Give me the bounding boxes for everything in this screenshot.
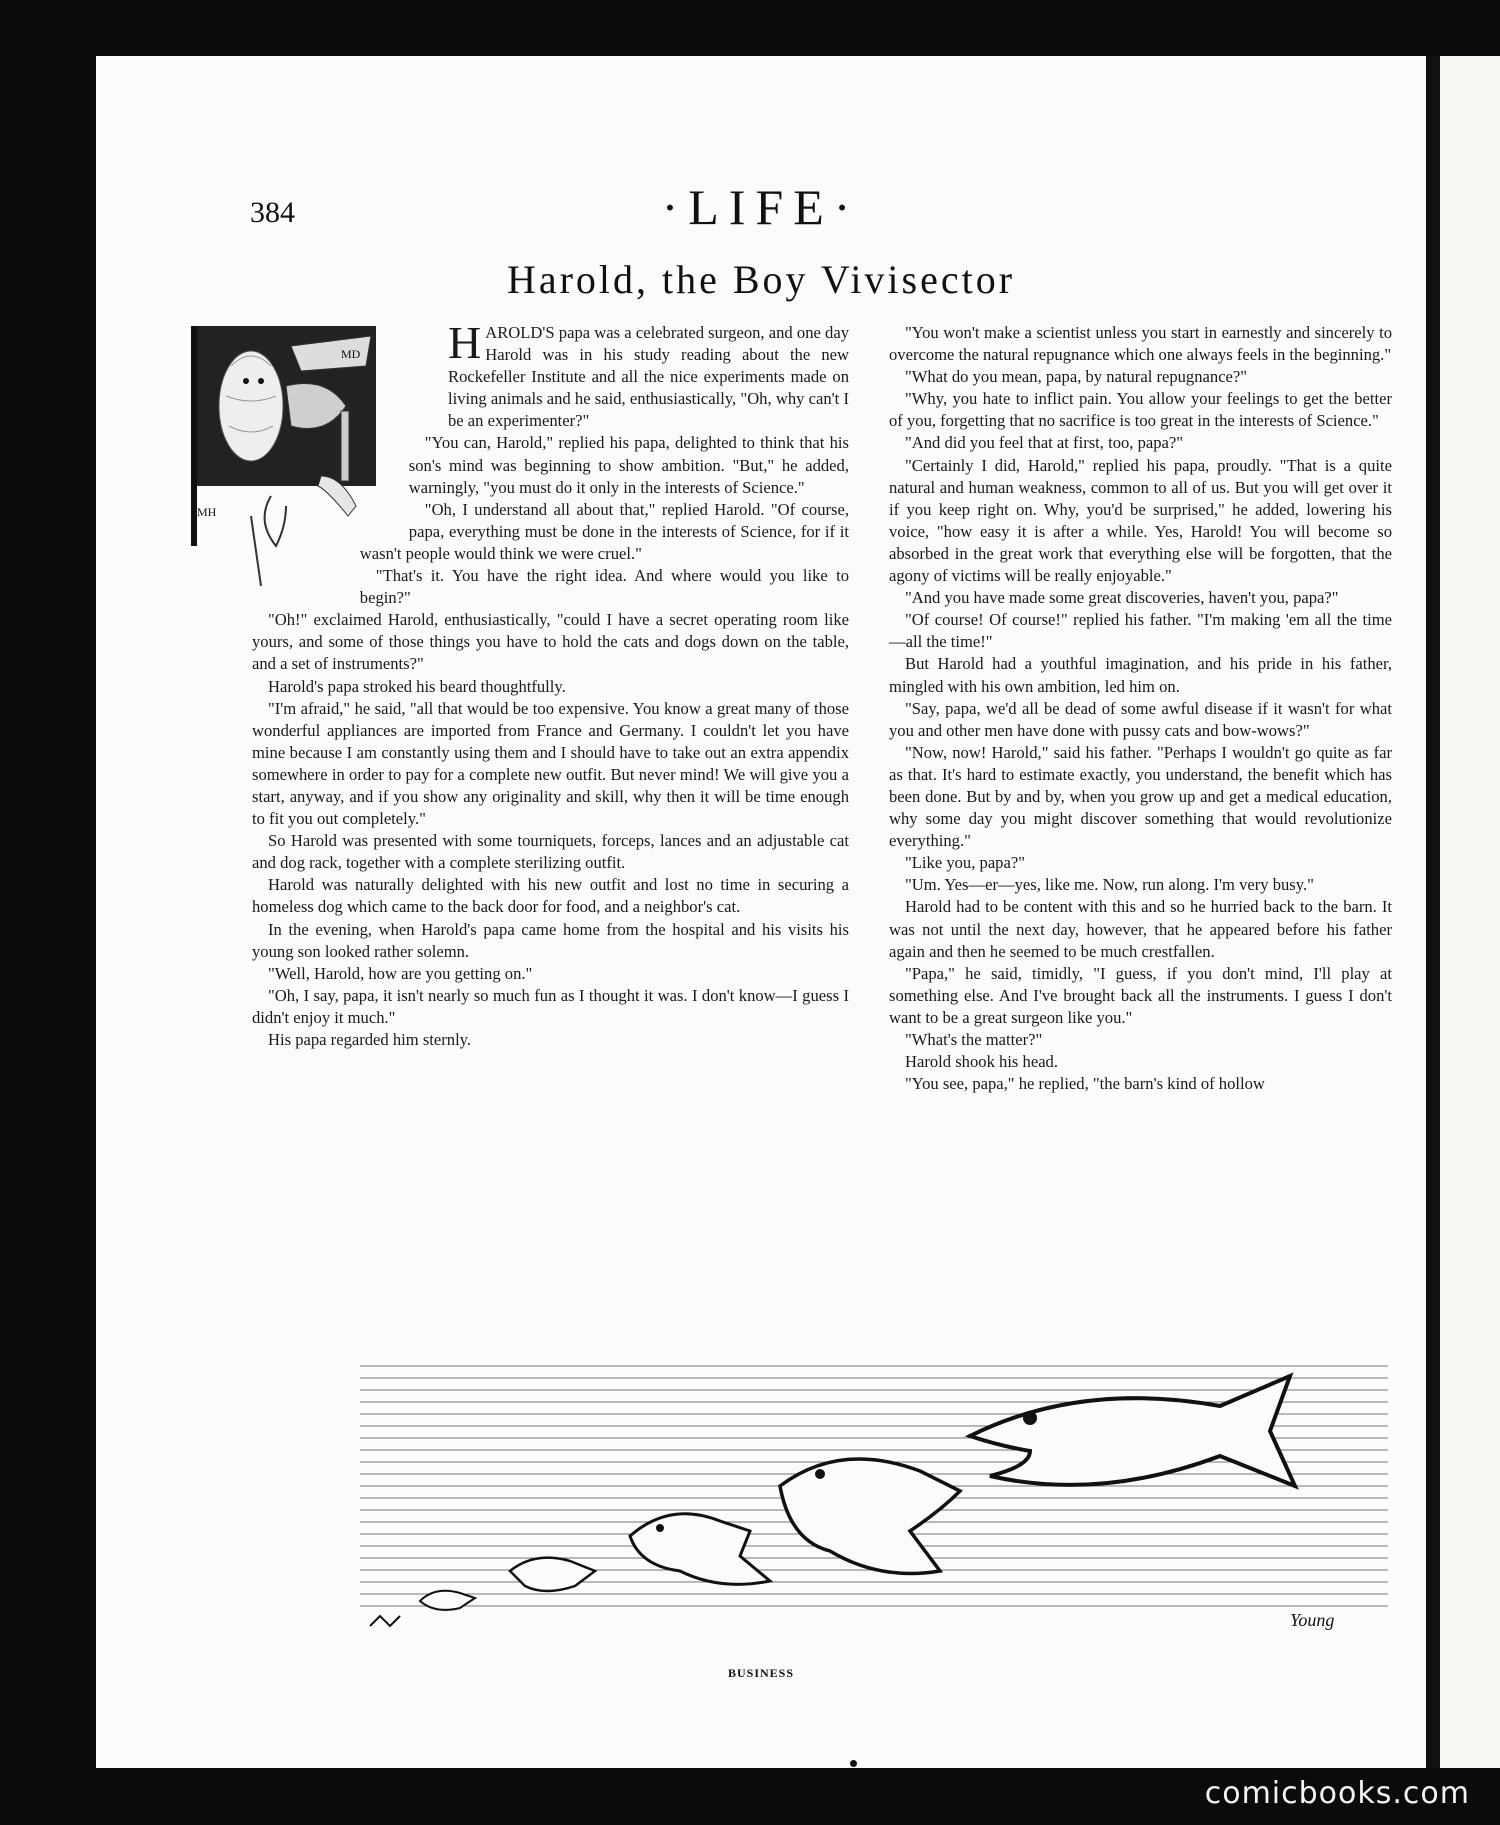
small-fish	[630, 1514, 770, 1585]
paragraph: "What do you mean, papa, by natural repugnance?"	[905, 367, 1248, 387]
paragraph: "Oh, I say, papa, it isn't nearly so much fun as I thought it was. I don't know—I guess I didn't enjoy it much."	[252, 985, 849, 1027]
article-title: Harold, the Boy Vivisector	[506, 257, 1016, 302]
paragraph: Harold had to be content with this and so he hurried back to the barn. It was not until the next day, however, that he appeared before his father again and then he seemed to be much crestfallen.	[889, 897, 1392, 961]
paragraph: But Harold had a youthful imagination, and his pride in his father, mingled with his own ambition, led him on.	[889, 654, 1392, 696]
paragraph: Harold was naturally delighted with his new outfit and lost no time in securing a homeless dog which came to the back door for food, and a neighbor's cat.	[252, 875, 849, 917]
paragraph: "Of course! Of course!" replied his father. "I'm making 'em all the time—all the time!"	[889, 610, 1392, 652]
md-label: MD	[341, 347, 361, 361]
right-column	[889, 322, 1392, 1095]
paragraph: "Well, Harold, how are you getting on."	[268, 963, 533, 983]
paragraph: "Certainly I did, Harold," replied his papa, proudly. "That is a quite natural and human weakness, common to all of us. But you will get over it if you keep right on. Why, you'd be surprised," he added, lowering his voice, "how easy it is after a while. Yes, Harold! You will become so absorbed in the great work that everything else will be forgotten, that the agony of victims will be really enjoyable."	[889, 455, 1392, 586]
masthead: ·LIFE·	[661, 179, 861, 235]
paragraph: HAROLD'S papa was a celebrated surgeon, and one day Harold was in his study reading about the new Rockefeller Institute and all the nice experiments made on living animals and he said, enthusiastically, "Oh, why can't I be an experimenter?"	[448, 317, 849, 431]
paragraph: His papa regarded him sternly.	[268, 1030, 472, 1049]
paragraph: So Harold was presented with some tourniquets, forceps, lances and an adjustable cat and dog rack, together with a complete sterilizing outfit.	[252, 831, 849, 873]
paragraph: "Now, now! Harold," said his father. "Perhaps I wouldn't go quite as far as that. It's hard to estimate exactly, you understand, the benefit which has been done. But by and by, when you grow up and get a medical education, why some day you might discover something that would revolutionize everything."	[889, 742, 1392, 851]
paragraph: "And you have made some great discoveries, haven't you, papa?"	[905, 588, 1339, 608]
next-page-edge	[1440, 56, 1500, 1768]
paragraph: "Um. Yes—er—yes, like me. Now, run along. I'm very busy."	[905, 875, 1314, 895]
page-gutter	[1426, 56, 1440, 1768]
fish-cartoon-illustration	[360, 1356, 1388, 1646]
paragraph: "You can, Harold," replied his papa, delighted to think that his son's mind was beginning to show ambition. "But," he added, warningly, "you must do it only in the interests of Science."	[408, 433, 849, 497]
paragraph: "I'm afraid," he said, "all that would be too expensive. You know a great many of those wonderful appliances are imported from France and Germany. I couldn't let you have mine because I am constantly using them and I should have to take out an extra appendix somewhere in order to pay for a complete new outfit. But never mind! We will give you a start, anyway, and if you show any originality and skill, why then it will be time enough to fit you out completely."	[252, 698, 849, 829]
paragraph: "And did you feel that at first, too, papa?"	[905, 433, 1184, 453]
large-fish	[970, 1376, 1295, 1486]
paragraph: "Oh!" exclaimed Harold, enthusiastically, "could I have a secret operating room like yours, and some of those things you have to hold the cats and dogs down on the table, and a set of instruments?"	[252, 610, 849, 674]
paragraph: "That's it. You have the right idea. And where would you like to begin?"	[359, 566, 849, 608]
medium-fish	[780, 1459, 960, 1574]
paragraph: "You see, papa," he replied, "the barn's kind of hollow	[905, 1074, 1265, 1094]
page-number: 384	[250, 196, 295, 229]
page-dot	[850, 1760, 857, 1767]
paragraph: Harold's papa stroked his beard thoughtfully.	[268, 676, 566, 696]
watermark: comicbooks.com	[1204, 1776, 1470, 1811]
paragraph: "Say, papa, we'd all be dead of some awful disease if it wasn't for what you and other men have done with pussy cats and bow-wows?"	[889, 698, 1392, 740]
left-column	[252, 317, 849, 1051]
paragraph: "Why, you hate to inflict pain. You allow your feelings to get the better of you, forgetting that no sacrifice is too great in the interests of Science."	[889, 389, 1392, 431]
paragraph: "Oh, I understand all about that," replied Harold. "Of course, papa, everything must be done in the interests of Science, for if it wasn't people would think we were cruel."	[359, 499, 849, 563]
drop-cap: H	[448, 317, 482, 368]
paragraph: In the evening, when Harold's papa came home from the hospital and his visits his young son looked rather solemn.	[252, 919, 849, 961]
paragraph: "You won't make a scientist unless you start in earnestly and sincerely to overcome the natural repugnance which one always feels in the beginning."	[889, 323, 1392, 365]
cartoon-caption: BUSINESS	[727, 1666, 795, 1680]
paragraph: Harold shook his head.	[905, 1052, 1059, 1072]
monogram: MH	[197, 505, 217, 519]
artist-signature: Young	[1290, 1610, 1335, 1630]
paragraph: "Papa," he said, timidly, "I guess, if you don't mind, I'll play at something else. And I've brought back all the instruments. I guess I don't want to be a great surgeon like you."	[889, 963, 1392, 1027]
paragraph: "What's the matter?"	[905, 1030, 1043, 1049]
tiny-fish	[510, 1558, 595, 1591]
magazine-page	[96, 56, 1426, 1768]
paragraph: "Like you, papa?"	[905, 853, 1025, 873]
